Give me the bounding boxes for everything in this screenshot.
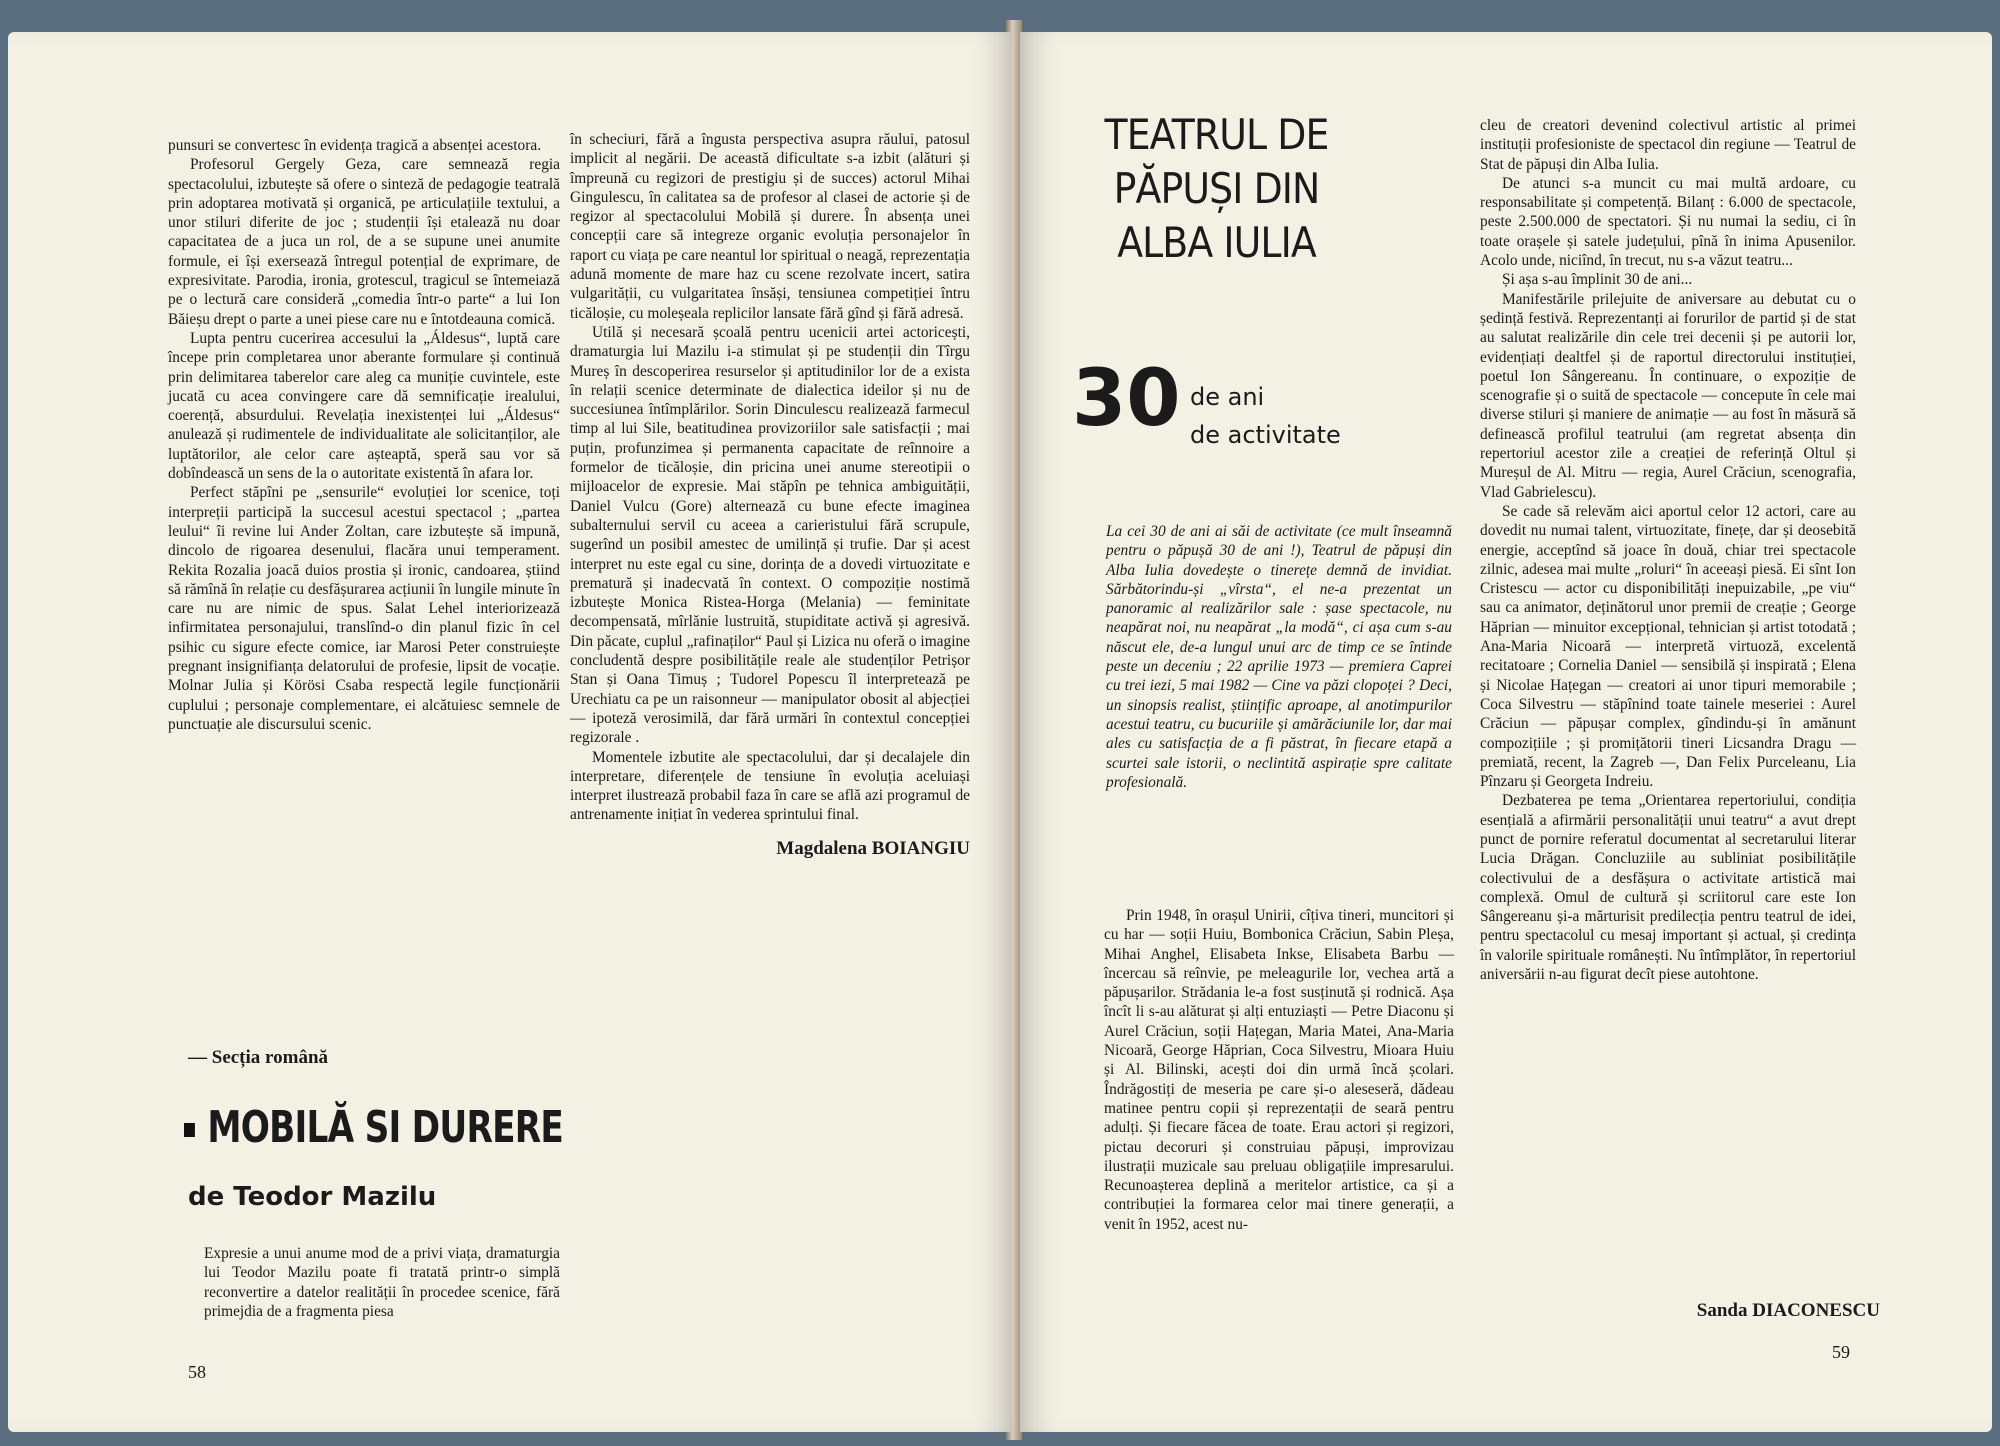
right-page xyxy=(1020,32,1992,1432)
paragraph: Momentele izbutite ale spectacolului, dar și decalajele din interpretare, diferențele de tensiune în evoluția aceluiași interpret ilustrează probabil faza în care se află azi programul de antrenamente inițiat în vederea sprintului final. xyxy=(570,748,970,824)
anniversary-number: 30 xyxy=(1072,354,1181,444)
paragraph: cleu de creatori devenind colectivul artistic al primei instituții profesioniste de spectacol din regiune — Teatrul de Stat de păpuși din Alba Iulia. xyxy=(1480,117,1856,173)
article-byline: de Teodor Mazilu xyxy=(188,1182,437,1212)
section-label: — Secția română xyxy=(188,1047,329,1068)
paragraph: Profesorul Gergely Geza, care semnează regia spectacolului, izbutește să ofere o sinteză de pedagogie teatrală prin adoptarea motivată și organică, pe articulațiile textului, a unor stiluri diferite de joc ; studenții își etalează nu doar capacitatea de a juca un rol, de a se supune unei anumite formule, ei își exersează întregul potențial de exprimare, de expresivitate. Parodia, ironia, grotescul, tragicul se întemeiază pe o lectură care consideră „comedia într-o parte“ a lui Ion Băieșu drept o parte a unei piese care nu e întotdeauna comică. xyxy=(168,156,560,328)
lead-in: Expresie a unui anume mod de a privi viața, dramaturgia lui Teodor Mazilu poate fi tratată printr-o simplă reconvertire a datelor realității în procedee scenice, fără primejdia de a fragmenta piesa xyxy=(204,1245,560,1320)
paragraph: Se cade să relevăm aici aportul celor 12 actori, care au dovedit nu numai talent, virtuozitate, finețe, dar și deosebită energie, acceptînd să joace în două, chiar trei spectacole zilnic, adesea mai multe „roluri“ în aceeași piesă. Ei sînt Ion Cristescu — actor cu disponibilități inepuizabile, „pe viu“ sau ca animator, deținătorul unor premii de creație ; George Hăprian — minuitor excepțional, tehnician și artist totodată ; Ana-Maria Nicoară — interpretă virtuoză, excelentă recitatoare ; Cornelia Daniel — sensibilă și inspirată ; Elena și Nicolae Hațegan — creatori ai unor tipuri memorabile ; Coca Silvestru — stăpînind toate tainele meseriei : Aurel Crăciun — păpușar complex, gîndindu-și în amănunt compozițiile ; și promițătorii tineri Licsandra Dragu — premiată, recent, la Zagreb —, Dan Felix Purceleanu, Lia Pînzaru și Georgeta Indreiu. xyxy=(1480,502,1856,791)
page-number: 58 xyxy=(188,1362,206,1382)
paragraph: Și așa s-au împlinit 30 de ani... xyxy=(1502,271,1693,289)
article-title xyxy=(184,1102,563,1153)
left-column-2 xyxy=(570,130,970,858)
left-column-1 xyxy=(168,136,560,734)
paragraph: Dezbaterea pe tema „Orientarea repertoriului, condiția esențială a afirmării personalității unui teatru“ a avut drept punct de pornire referatul documentat al secretarului literar Lucia Drăgan. Concluziile au subliniat posibilitățile colectivului de a desfășura o activitate artistică mai complexă. Omul de cultură și scriitorul care este Ion Sângereanu și-a mărturisit predilecția pentru teatrul de idei, pentru spectacolul cu mesaj important și actual, și credința în valorile spirituale românești. Nu întîmplător, în repertoriul aniversării n-au figurat decît piese autohtone. xyxy=(1480,792,1856,984)
paragraph: Utilă și necesară școală pentru ucenicii artei actoricești, dramaturgia lui Mazilu i-a stimulat și pe studenții din Tîrgu Mureș în descoperirea resurselor și aptitudinilor lor de a exista în relații scenice determinate de dialectica ideilor și nu de succesiunea întîmplărilor. Sorin Dinculescu realizează farmecul timp al lui Sile, beatitudinea provizoriilor sale satisfacții ; mai puțin, profunzimea și permanenta capacitate de reînnoire a formelor de ticăloșie, din pricina unei anume stereotipii o mijloacelor de expresie. Mai stăpîn pe tehnica ambiguității, Daniel Vulcu (Gore) alternează cu bune efecte imaginea subalternului servil cu aceea a carieristului fără scrupule, sugerînd un posibil amestec de umilință și trufie. Dar și acest interpret nu este egal cu sine, dorința de a dovedi virtuozitate e prematură și inadecvată în context. O compoziție nostimă izbutește Monica Ristea-Horga (Melania) — feminitate decompensată, mîrlănie lustruită, stupiditate activă și agresivă. Din păcate, cuplul „rafinaților“ Paul și Lizica nu oferă o imagine concludentă despre posibilitățile reale ale studenților Petrișor Stan și Oana Timuș ; Tudorel Popescu îl interpretează pe Urechiatu ca pe un raisonneur — manipulator obosit al abjecției — ipoteză verosimilă, dar fără urmări în contextul concepției regizorale . xyxy=(570,323,970,747)
author-signature: Sanda DIACONESCU xyxy=(1696,1300,1880,1321)
paragraph: Manifestările prilejuite de aniversare au debutat cu o ședință festivă. Reprezentanți ai forurilor de partid și de stat au salutat realizările din cele trei decenii și pe autorii lor, evidențiați dealtfel și de raportul directorului instituției, poetul Ion Sângereanu. În continuare, o expoziție de scenografie și o suită de spectacole — concepute în cele mai diverse stiluri și maniere de animație — au fost în măsură să definească profilul teatrului (am regretat absența din repertoriul acestor zile a creației de referință Oltul și Mureșul de Al. Mitru — regia, Aurel Crăciun, scenografia, Vlad Gabrielescu). xyxy=(1480,290,1856,501)
left-page xyxy=(8,32,1012,1432)
right-column-2 xyxy=(1480,116,1856,984)
article-title xyxy=(1086,108,1347,270)
paragraph: Prin 1948, în orașul Unirii, cîțiva tineri, muncitori și cu har — soții Huiu, Bombonica Crăciun, Sabin Pleșa, Mihai Anghel, Elisabeta Inkse, Elisabeta Barbu — încercau să reînvie, pe meleagurile lor, vechea artă a păpușarilor. Strădania le-a fost susținută și rodnică. Așa încît li s-au alăturat și alți entuziaști — Petre Diaconu și Aurel Crăciun, soții Hațegan, Maria Matei, Ana-Maria Nicoară, George Hăprian, Coca Silvestru, Mioara Huiu și Al. Bilinski, acești doi din urmă încă școlari. Îndrăgostiți de meseria pe care și-o aleseseră, dădeau matineе pentru copii și reprezentații de seară pentru adulți. Și fiecare făcea de toate. Erau actori și regizori, pictau decoruri și construiau păpuși, improvizau ilustrații muzicale sau preluau obligațiile impresarului. Recunoașterea deplină a meritelor artistice, ca și a contribuției la formarea celor mai tinere generații, a venit în 1952, acest nu- xyxy=(1104,907,1454,1233)
paragraph: Perfect stăpîni pe „sensurile“ evoluției lor scenice, toți interpreții participă la succesul acestui spectacol ; „partea leului“ îi revine lui Ander Zoltan, care izbutește să impună, dincolo de rigoarea desenului, flacăra unui temperament. Rekita Rozalia joacă duios prostia și ironic, candoarea, știind să rămînă în relație cu desfășurarea acțiunii în lungile minute în care nu are nimic de spus. Salat Lehel interiorizează infirmitatea personajului, translînd-o din planul fizic în cel psihic cu sigure efecte comice, iar Marosi Peter construiește pregnant insignifianța delatorului de profesie, lipsit de vocație. Molnar Julia și Körösi Csaba respectă legile funcționării cuplului ; personaje complementare, ei alcătuiesc semnele de punctuație ale discursului scenic. xyxy=(168,484,560,733)
right-column-1 xyxy=(1104,906,1454,1234)
square-bullet-icon xyxy=(184,1123,195,1137)
anniversary-line: de ani xyxy=(1190,383,1265,411)
article-title-text: MOBILĂ SI DURERE xyxy=(207,1102,564,1153)
paragraph: Lupta pentru cucerirea accesului la „Áldesus“, luptă care începe prin completarea unor aberante formulare și continuă prin delimitarea taberelor care aleg ca muniție cuvintele, este jucată cu acea convingere care dă semnificație irealului, coerență, absurdului. Revelația inexistenței lui „Áldesus“ anulează și rudimentele de individualitate ale solicitanților, ale luptătorilor, ale celor care așteaptă, speră sau vor să dobîndească un sens de la o autoritate existentă în afara lor. xyxy=(168,329,560,483)
paragraph: punsuri se convertesc în evidența tragică a absenței acestora. xyxy=(168,137,542,154)
title-line: PĂPUȘI DIN xyxy=(1113,164,1320,213)
title-line: ALBA IULIA xyxy=(1117,218,1316,267)
paragraph: în scheciuri, fără a îngusta perspectiva asupra răului, patosul implicit al negării. De această dificultate s-a izbit (alături și împreună cu regizori de prestigiu și de succes) actorul Mihai Gingulescu, în calitatea sa de profesor al clasei de actorie și de regizor al spectacolului Mobilă și durere. În absența unei concepții care să integreze organic evoluția personajelor în raport cu viața pe care neantul lor spiritual o neagă, reprezentația adună momente de mare haz cu scene rezolvate incert, satira vulgarității, cu vulgaritatea însăși, tensiunea competiției întru ticăloșie, cu moleșeala replicilor lansate fără gînd și fără adresă. xyxy=(570,131,970,322)
anniversary-line: de activitate xyxy=(1190,421,1341,449)
anniversary-subtitle xyxy=(1190,378,1341,454)
paragraph: De atunci s-a muncit cu mai multă ardoare, cu responsabilitate și competență. Bilanț : 6.000 de spectacole, peste 2.500.000 de spectatori. Și nu numai la sediu, ci în toate orașele și satele județului, pînă în inima Apusenilor. Acolo unde, niciînd, în trecut, nu s-a văzut teatru... xyxy=(1480,174,1856,270)
italic-intro: La cei 30 de ani ai săi de activitate (ce mult înseamnă pentru o păpușă 30 de ani !), Teatrul de păpuși din Alba Iulia dovedește o tinerețe demnă de invidiat. Sărbătorindu-și „vîrsta“, el ne-a prezentat un panoramic al realizărilor sale : șase spectacole, nu neapărat noi, nu neapărat „la modă“, ci așa cum s-au născut ele, de-a lungul unui arc de timp ce se întinde peste un deceniu ; 22 aprilie 1973 — premiera Caprei cu trei iezi, 5 mai 1982 — Cine va păzi clopoței ? Deci, un sinopsis realist, științific aproape, al anotimpurilor acestui teatru, cu bucuriile și amărăciunile lor, dar mai ales cu satisfacția de a fi păstrat, în fiecare etapă a scurtei sale istorii, o neclintită aspirație spre calitate profesională. xyxy=(1106,523,1452,791)
author-signature: Magdalena BOIANGIU xyxy=(776,837,970,859)
page-number: 59 xyxy=(1832,1342,1850,1362)
title-line: TEATRUL DE xyxy=(1104,110,1329,159)
